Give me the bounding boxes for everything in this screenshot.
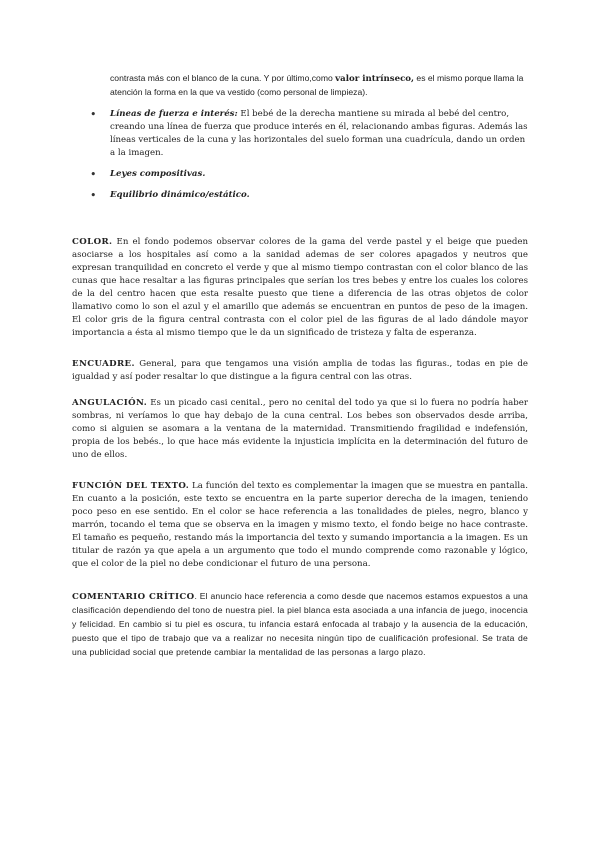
bullet-heading: Equilibrio dinámico/estático. — [110, 190, 250, 200]
section-heading: COMENTARIO CRÍTICO — [72, 592, 195, 602]
bullet-text: El bebé de la derecha mantiene su mirada al bebé del centro, creando una línea de fuerza que produce interés en él, relacionando ambas figuras. Además las líneas verticales de la cuna y las horizontales del suelo forman una cuadrícula, dando un orden a la imagen. — [110, 109, 528, 158]
section-funcion — [72, 480, 528, 571]
continuation-text-start: contrasta más con el blanco de la cuna. Y por último,como — [110, 73, 336, 83]
bullet-item-leyes — [90, 168, 530, 181]
bullet-item-equilibrio — [90, 189, 530, 202]
bullet-list — [90, 108, 530, 210]
section-comentario — [72, 590, 528, 660]
section-heading: ANGULACIÓN. — [72, 398, 148, 408]
section-heading: COLOR. — [72, 237, 113, 247]
continuation-paragraph — [110, 72, 530, 99]
section-heading: ENCUADRE. — [72, 359, 135, 369]
section-color — [72, 236, 528, 340]
continuation-bold-term: valor intrínseco, — [335, 74, 415, 84]
section-heading: FUNCIÓN DEL TEXTO. — [72, 481, 190, 491]
section-body: . El anuncio hace referencia a como desde que nacemos estamos expuestos a una clasificación dependiendo del tono de nuestra piel. la piel blanca esta asociada a una infancia de juego, inocencia y felicidad. En cambio si tu piel es oscura, tu infancia estará enfocada al trabajo y la ausencia de la educación, puesto que el tipo de trabajo que va a realizar no necesita ningún tipo de cualificación profesional. Se trata de una publicidad social que pretende cambiar la mentalidad de las personas a largo plazo. — [72, 591, 529, 657]
section-angulacion — [72, 397, 528, 462]
bullet-heading: Leyes compositivas. — [110, 169, 206, 179]
section-body: Es un picado casi cenital., pero no cenital del todo ya que si lo fuera no podría haber sombras, ni veríamos lo que hay debajo de la cuna central. Los bebes son observados desde arriba, como si alguien se asomara a la ventana de la maternidad. Transmitiendo fragilidad e indefensión, propia de los bebés., lo que hace más evidente la injusticia implícita en la determinación del futuro de uno de ellos. — [72, 398, 528, 460]
section-body: General, para que tengamos una visión amplia de todas las figuras., todas en pie de igualdad y así poder resaltar lo que distingue a la figura central con las otras. — [72, 359, 528, 382]
bullet-heading: Líneas de fuerza e interés: — [110, 109, 238, 119]
continuation-text-end: es el mismo porque llama la atención la forma en la que va vestido (como personal de limpieza). — [110, 73, 524, 97]
section-encuadre — [72, 358, 528, 384]
section-body: En el fondo podemos observar colores de la gama del verde pastel y el beige que pueden asociarse a los hospitales así como a la sanidad ademas de ser colores apagados y neutros que expresan tranquilidad en concreto el verde y que al mismo tiempo contrastan con el color blanco de las cunas que hace resaltar a las figuras principales que serían los tres bebes y entre los cuales los colores de la del centro hacen que esta resalte puesto que tiene a diferencia de las otras objetos de color llamativo como lo son el azul y el amarillo que además se encuentran en puntos de peso de la imagen. El color gris de la figura central contrasta con el color piel de las figuras de al lado dándole mayor importancia a ésta al mismo tiempo que le da un significado de tristeza y falta de esperanza. — [72, 237, 528, 338]
section-body: La función del texto es complementar la imagen que se muestra en pantalla. En cuanto a la posición, este texto se encuentra en la parte superior derecha de la imagen, teniendo poco peso en ese sentido. En el color se hace referencia a las tonalidades de pieles, negro, blanco y marrón, tocando el tema que se observa en la imagen y mismo texto, el fondo beige no hace contraste. El tamaño es pequeño, restando más la importancia del texto y sumando importancia a la imagen. Es un titular de razón ya que apela a un argumento que todo el mundo comprende como razonable y lógico, que el color de la piel no debe condicionar el futuro de una persona. — [72, 481, 528, 569]
bullet-item-lineas — [90, 108, 530, 160]
